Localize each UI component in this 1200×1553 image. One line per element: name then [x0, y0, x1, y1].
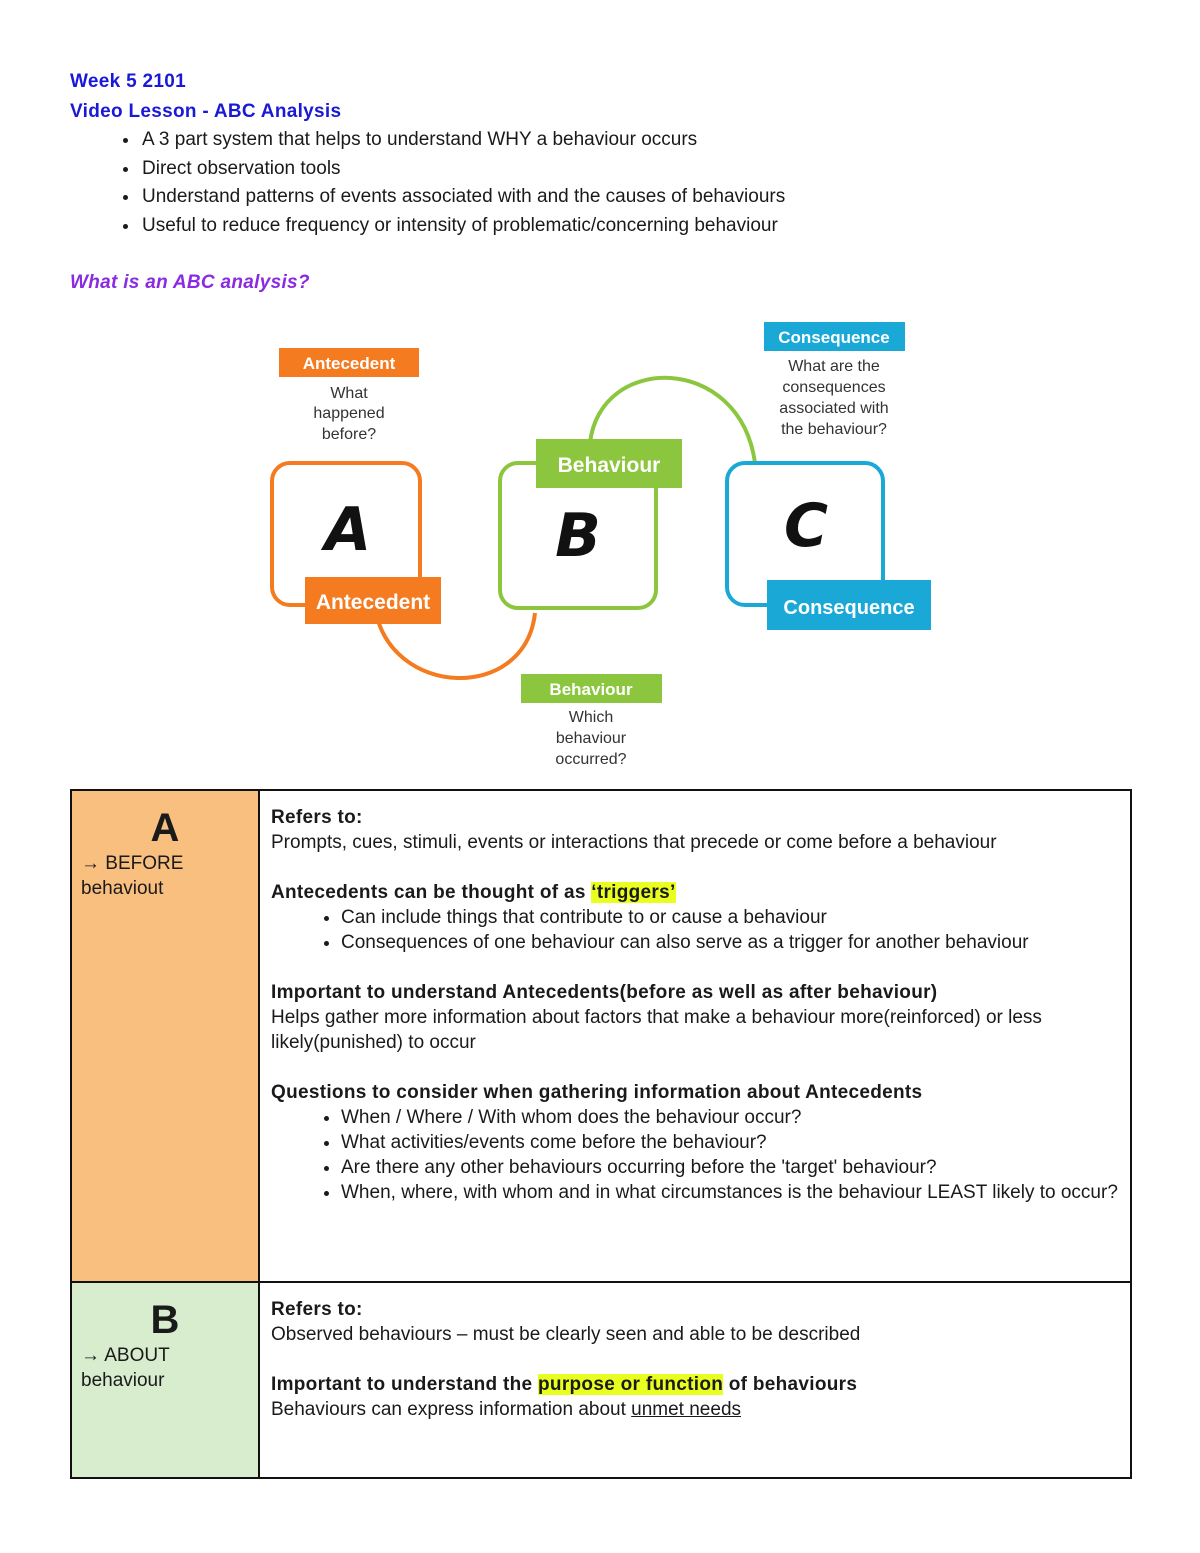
row-a-triggers-heading [271, 880, 1120, 905]
consequence-question-line: the behaviour? [781, 421, 887, 438]
table-row-antecedent [71, 790, 1131, 1282]
behaviour-question-line: behaviour [555, 730, 627, 747]
question-bullet: • Are there any other behaviours occurring before the 'target' behaviour? [341, 1155, 1120, 1180]
consequence-letter: C [783, 491, 829, 561]
express-pre-text: Behaviours can express information about [271, 1399, 632, 1420]
row-b-important-heading [271, 1372, 1120, 1397]
consequence-tag: Consequence [778, 328, 890, 347]
row-b-sub2: behaviour [81, 1370, 165, 1391]
row-b-refers-text: Observed behaviours – must be clearly seen and able to be described [271, 1324, 861, 1345]
antecedent-tag: Antecedent [302, 354, 396, 373]
row-b-refers-heading: Refers to: [271, 1299, 363, 1320]
row-a-refers-text: Prompts, cues, stimuli, events or interactions that precede or come before a behaviour [271, 832, 997, 853]
consequence-question-line: associated with [779, 400, 889, 417]
row-b-express-text [271, 1397, 1120, 1422]
antecedent-question-line: What [330, 385, 368, 402]
lesson-title: Video Lesson - ABC Analysis [70, 101, 342, 122]
row-a-sub1: → BEFORE [81, 853, 184, 874]
table-row-behaviour [71, 1282, 1131, 1478]
behaviour-cell-left [71, 1282, 259, 1478]
row-letter-a: A [150, 806, 180, 850]
behaviour-question-line: Which [568, 709, 614, 726]
intro-bullet: • Direct observation tools [140, 155, 785, 184]
triggers-heading-text: Antecedents can be thought of as [271, 882, 592, 903]
row-a-questions-heading: Questions to consider when gathering information about Antecedents [271, 1082, 923, 1103]
question-bullet-list [271, 1105, 1120, 1205]
important-post-text: of behaviours [723, 1374, 858, 1395]
purpose-highlight: purpose or function [538, 1374, 724, 1395]
trigger-bullet: • Consequences of one behaviour can also serve as a trigger for another behaviour [341, 930, 1120, 955]
section-heading: What is an ABC analysis? [70, 272, 310, 293]
antecedent-question-line: happened [313, 405, 385, 422]
row-a-sub2: behaviout [81, 878, 164, 899]
week-title: Week 5 2101 [70, 71, 186, 92]
antecedent-cell-right [259, 790, 1131, 1282]
unmet-needs-underlined: unmet needs [631, 1399, 742, 1420]
intro-bullet-list [70, 126, 785, 240]
consequence-question-line: consequences [782, 379, 886, 396]
behaviour-box-label: Behaviour [557, 454, 661, 477]
abc-diagram [260, 318, 940, 778]
behaviour-letter: B [555, 501, 601, 571]
row-a-important-heading: Important to understand Antecedents(before as well as after behaviour) [271, 982, 938, 1003]
consequence-box-label: Consequence [783, 597, 915, 619]
antecedent-question-line: before? [321, 426, 377, 443]
question-bullet: • What activities/events come before the behaviour? [341, 1130, 1120, 1155]
behaviour-tag: Behaviour [549, 680, 633, 699]
row-a-refers-heading: Refers to: [271, 807, 363, 828]
antecedent-box-label: Antecedent [315, 591, 431, 614]
intro-bullet: • Useful to reduce frequency or intensity of problematic/concerning behaviour [140, 212, 785, 241]
trigger-bullet-list [271, 905, 1120, 955]
behaviour-cell-right [259, 1282, 1131, 1478]
consequence-question-line: What are the [788, 358, 880, 375]
important-pre-text: Important to understand the [271, 1374, 539, 1395]
row-b-sub1: → ABOUT [81, 1345, 170, 1366]
behaviour-question-line: occurred? [555, 751, 627, 768]
row-a-important-text: Helps gather more information about factors that make a behaviour more(reinforced) or less likely(punished) to occur [271, 1007, 1042, 1053]
intro-bullet: • Understand patterns of events associated with and the causes of behaviours [140, 183, 785, 212]
antecedent-cell-left [71, 790, 259, 1282]
question-bullet: • When / Where / With whom does the behaviour occur? [341, 1105, 1120, 1130]
trigger-bullet: • Can include things that contribute to or cause a behaviour [341, 905, 1120, 930]
triggers-highlight: ‘triggers’ [591, 882, 676, 903]
antecedent-letter: A [324, 495, 372, 565]
abc-table [70, 789, 1132, 1479]
question-bullet: • When, where, with whom and in what circumstances is the behaviour LEAST likely to occur? [341, 1180, 1120, 1205]
row-letter-b: B [150, 1298, 180, 1342]
intro-bullet: • A 3 part system that helps to understand WHY a behaviour occurs [140, 126, 785, 155]
